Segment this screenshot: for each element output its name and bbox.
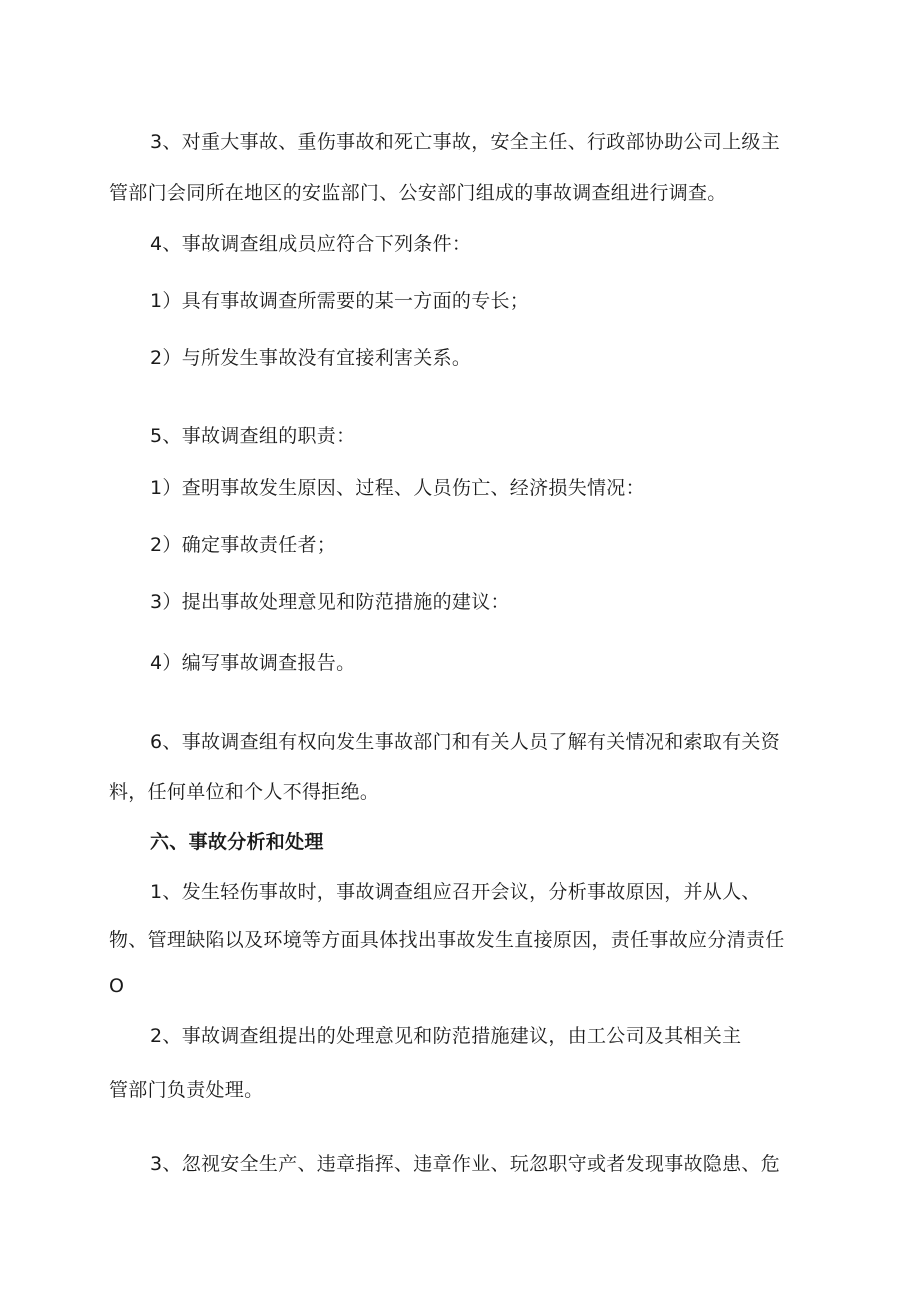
paragraph-6-line-2: 料，任何单位和个人不得拒绝。 [109,781,380,803]
paragraph-3-line-1: 3、对重大事故、重伤事故和死亡事故，安全主任、行政部协助公司上级主 [150,131,780,153]
section-6-heading: 六、事故分析和处理 [150,831,324,853]
paragraph-4-item-1: 1）具有事故调查所需要的某一方面的专长； [150,290,530,312]
paragraph-5-item-4: 4）编写事故调查报告。 [150,652,356,674]
section-6-paragraph-2-line-2: 管部门负责处理。 [109,1079,264,1101]
paragraph-5-item-2: 2）确定事故责任者； [150,534,337,556]
paragraph-6-line-1: 6、事故调查组有权向发生事故部门和有关人员了解有关情况和索取有关资 [150,731,780,753]
section-6-paragraph-3-line-1: 3、忽视安全生产、违章指挥、违章作业、玩忽职守或者发现事故隐患、危 [150,1153,780,1175]
paragraph-4-heading: 4、事故调查组成员应符合下列条件： [150,233,472,255]
section-6-paragraph-1-line-2: 物、管理缺陷以及环境等方面具体找出事故发生直接原因，责任事故应分清责任 [109,929,785,951]
section-6-paragraph-2-line-1: 2、事故调查组提出的处理意见和防范措施建议，由工公司及其相关主 [150,1025,742,1047]
paragraph-5-heading: 5、事故调查组的职责： [150,425,356,447]
paragraph-5-item-1: 1）查明事故发生原因、过程、人员伤亡、经济损失情况： [150,477,645,499]
paragraph-3-line-2: 管部门会同所在地区的安监部门、公安部门组成的事故调查组进行调查。 [109,182,727,204]
section-6-paragraph-1-line-1: 1、发生轻伤事故时，事故调查组应召开会议，分析事故原因，并从人、 [150,881,761,903]
section-6-paragraph-1-line-3: O [109,975,125,997]
paragraph-5-item-3: 3）提出事故处理意见和防范措施的建议： [150,591,510,613]
paragraph-4-item-2: 2）与所发生事故没有宜接利害关系。 [150,347,472,369]
